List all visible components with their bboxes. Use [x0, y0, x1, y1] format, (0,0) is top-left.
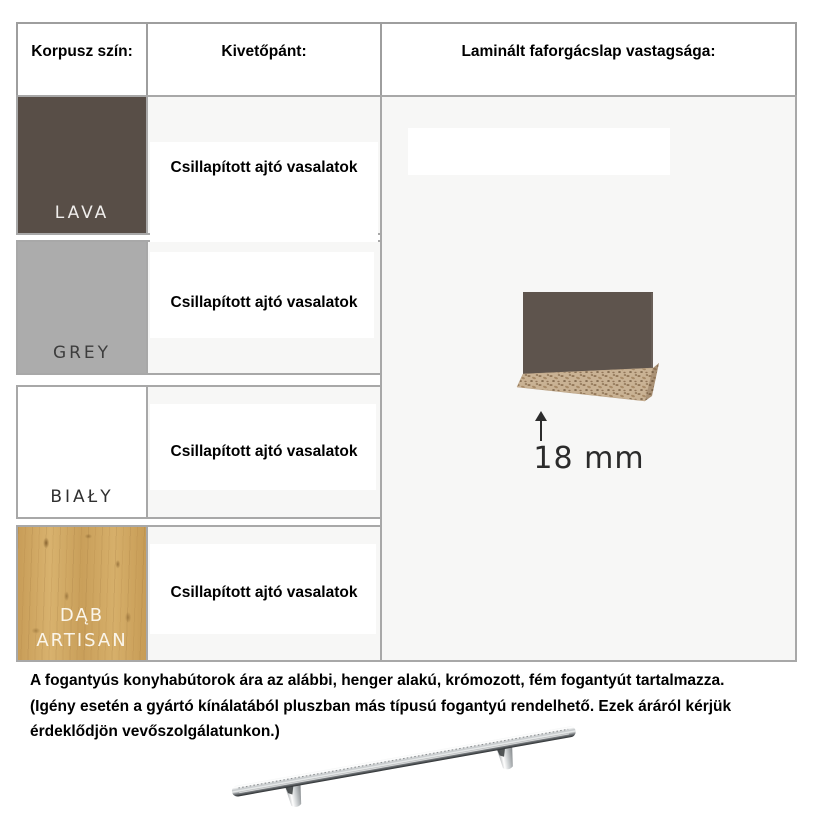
- swatch-dab-artisan: [16, 525, 148, 662]
- swatch-grey: [16, 240, 148, 375]
- swatch-label-bialy: BIAŁY: [50, 487, 114, 507]
- handle-note-text: A fogantyús konyhabútorok ára az alábbi, henger alakú, krómozott, fém fogantyút tartalmazza. (Igény esetén a gyártó kínálatából pluszban más típusú fogantyú rendelhető. Ezek áráról kérjük érdeklődjön vevőszolgálatunkon.): [30, 672, 732, 740]
- thickness-value: 18 mm: [533, 441, 645, 476]
- swatch-label-lava: LAVA: [54, 203, 110, 223]
- header-kivetopant: Kivetőpánt:: [146, 22, 382, 97]
- board-top-face: [523, 292, 653, 374]
- chrome-handle-image: [218, 714, 608, 819]
- hinge-text-row3: Csillapított ajtó vasalatok: [170, 443, 358, 460]
- hinge-text-row1: Csillapított ajtó vasalatok: [170, 159, 358, 176]
- header-korpusz-szin: Korpusz szín:: [16, 22, 148, 97]
- swatch-lava: [16, 95, 148, 235]
- white-overlay-patch: [408, 128, 670, 175]
- swatch-bialy: [16, 385, 148, 519]
- swatch-label-dab-artisan: DĄB ARTISAN: [36, 605, 128, 651]
- handle-bar: [231, 725, 577, 797]
- arrow-up-icon: [533, 410, 549, 442]
- swatch-label-grey: GREY: [52, 343, 112, 363]
- white-overlay-patch: [150, 142, 378, 242]
- hinge-text-row2: Csillapított ajtó vasalatok: [170, 294, 358, 311]
- header-vastagsag: Laminált faforgácslap vastagsága:: [380, 22, 797, 97]
- chipboard-image: [505, 284, 675, 414]
- hinge-text-row4: Csillapított ajtó vasalatok: [170, 584, 358, 601]
